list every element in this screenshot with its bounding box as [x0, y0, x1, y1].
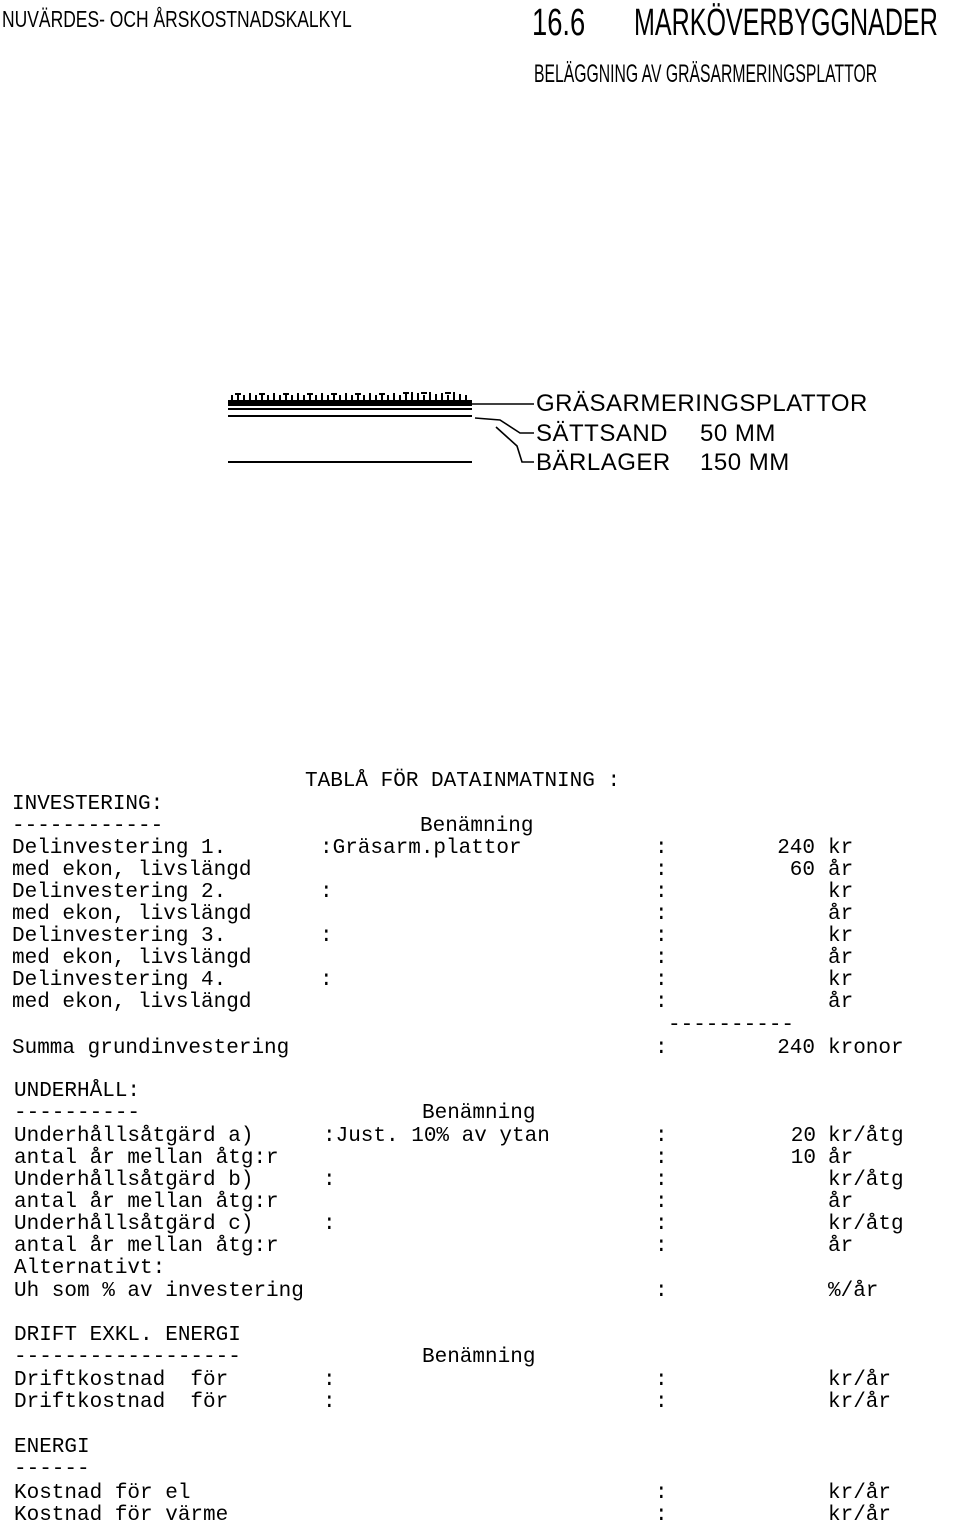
row-label: Alternativt:: [14, 1257, 166, 1280]
row-name: :: [323, 1213, 336, 1236]
sum-label: Summa grundinvestering: [12, 1037, 290, 1060]
row-label: Underhållsåtgärd b): [14, 1169, 254, 1192]
row-label: antal år mellan åtg:r: [14, 1147, 279, 1170]
row-value: 240: [777, 837, 815, 860]
row-name: :: [323, 1369, 336, 1392]
energi-heading: ENERGI: [14, 1436, 90, 1459]
row-colon: :: [655, 1169, 668, 1192]
row-colon: :: [655, 969, 668, 992]
row-unit: år: [828, 1147, 854, 1170]
investering-benamning-header: Benämning: [420, 815, 534, 838]
row-unit: kr/åtg: [828, 1125, 904, 1148]
underhall-underline: ----------: [14, 1102, 141, 1125]
row-label: antal år mellan åtg:r: [14, 1191, 279, 1214]
table-title: TABLÅ FÖR DATAINMATNING :: [305, 770, 621, 793]
row-colon: :: [655, 1213, 668, 1236]
row-name: :: [320, 925, 333, 948]
row-unit: år: [828, 903, 854, 926]
sum-colon: :: [655, 1037, 668, 1060]
row-colon: :: [655, 1125, 668, 1148]
row-unit: kr: [828, 837, 854, 860]
sum-separator: ----------: [668, 1014, 795, 1037]
drift-underline: ------------------: [14, 1346, 241, 1369]
row-label: med ekon, livslängd: [12, 859, 252, 882]
underhall-heading: UNDERHÅLL:: [14, 1080, 141, 1103]
row-colon: :: [655, 1369, 668, 1392]
row-colon: :: [655, 903, 668, 926]
document-series-title: NUVÄRDES- OCH ÅRSKOSTNADSKALKYL: [2, 6, 352, 32]
section-number: 16.6: [532, 2, 586, 44]
row-colon: :: [655, 925, 668, 948]
row-colon: :: [655, 1280, 668, 1303]
row-name: :: [323, 1391, 336, 1414]
layer-label-base-course: BÄRLAGER: [536, 449, 671, 476]
row-label: antal år mellan åtg:r: [14, 1235, 279, 1258]
row-label: med ekon, livslängd: [12, 903, 252, 926]
row-colon: :: [655, 1504, 668, 1527]
row-unit: kr/år: [828, 1391, 892, 1414]
row-unit: kr: [828, 969, 854, 992]
grass-paver-layer: [228, 392, 472, 416]
row-unit: kr/åtg: [828, 1213, 904, 1236]
row-label: Delinvestering 2.: [12, 881, 227, 904]
drift-heading: DRIFT EXKL. ENERGI: [14, 1324, 241, 1347]
row-unit: kr/år: [828, 1504, 892, 1527]
underhall-benamning-header: Benämning: [422, 1102, 536, 1125]
row-unit: kr/år: [828, 1482, 892, 1505]
row-unit: kr: [828, 881, 854, 904]
row-name: :Just. 10% av ytan: [323, 1125, 550, 1148]
row-label: Delinvestering 3.: [12, 925, 227, 948]
row-colon: :: [655, 991, 668, 1014]
row-colon: :: [655, 1391, 668, 1414]
row-label: Delinvestering 4.: [12, 969, 227, 992]
row-label: Kostnad för el: [14, 1482, 191, 1505]
row-colon: :: [655, 881, 668, 904]
row-unit: år: [828, 991, 854, 1014]
section-subtitle: BELÄGGNING AV GRÄSARMERINGSPLATTOR: [534, 60, 878, 88]
sum-unit: kronor: [828, 1037, 904, 1060]
pavement-layer-diagram: [0, 0, 960, 500]
row-colon: :: [655, 1147, 668, 1170]
row-name: :: [320, 969, 333, 992]
layer-thickness-bedding-sand: 50 MM: [700, 420, 776, 447]
row-label: med ekon, livslängd: [12, 991, 252, 1014]
row-colon: :: [655, 1235, 668, 1258]
layer-label-bedding-sand: SÄTTSAND: [536, 420, 669, 447]
investering-heading: INVESTERING:: [12, 793, 164, 816]
row-value: 10: [790, 1147, 816, 1170]
row-label: Underhållsåtgärd c): [14, 1213, 254, 1236]
row-colon: :: [655, 859, 668, 882]
row-name: :: [323, 1169, 336, 1192]
layer-label-grass-pavers: GRÄSARMERINGSPLATTOR: [536, 390, 868, 417]
row-label: Kostnad för värme: [14, 1504, 229, 1527]
row-unit: år: [828, 1191, 854, 1214]
row-value: 60: [789, 859, 815, 882]
layer-thickness-base-course: 150 MM: [700, 449, 790, 476]
row-label: Uh som % av investering: [14, 1280, 304, 1303]
row-name: :Gräsarm.plattor: [320, 837, 522, 860]
row-unit: år: [828, 1235, 854, 1258]
row-unit: kr: [828, 925, 854, 948]
drift-benamning-header: Benämning: [422, 1346, 536, 1369]
sum-value: 240: [777, 1037, 815, 1060]
leader-line-2: [475, 418, 534, 433]
row-unit: %/år: [828, 1280, 879, 1303]
row-name: :: [320, 881, 333, 904]
row-unit: år: [828, 947, 854, 970]
row-label: Underhållsåtgärd a): [14, 1125, 254, 1148]
investering-underline: ------------: [12, 815, 164, 838]
row-colon: :: [655, 947, 668, 970]
row-colon: :: [655, 1482, 668, 1505]
row-label: Driftkostnad för: [14, 1369, 229, 1392]
row-label: Delinvestering 1.: [12, 837, 227, 860]
row-colon: :: [655, 837, 668, 860]
section-title: MARKÖVERBYGGNADER: [634, 2, 938, 44]
row-unit: kr/åtg: [828, 1169, 904, 1192]
row-unit: år: [828, 859, 854, 882]
row-value: 20: [790, 1125, 816, 1148]
row-label: med ekon, livslängd: [12, 947, 252, 970]
row-unit: kr/år: [828, 1369, 892, 1392]
energi-underline: ------: [14, 1458, 90, 1481]
row-colon: :: [655, 1191, 668, 1214]
row-label: Driftkostnad för: [14, 1391, 229, 1414]
